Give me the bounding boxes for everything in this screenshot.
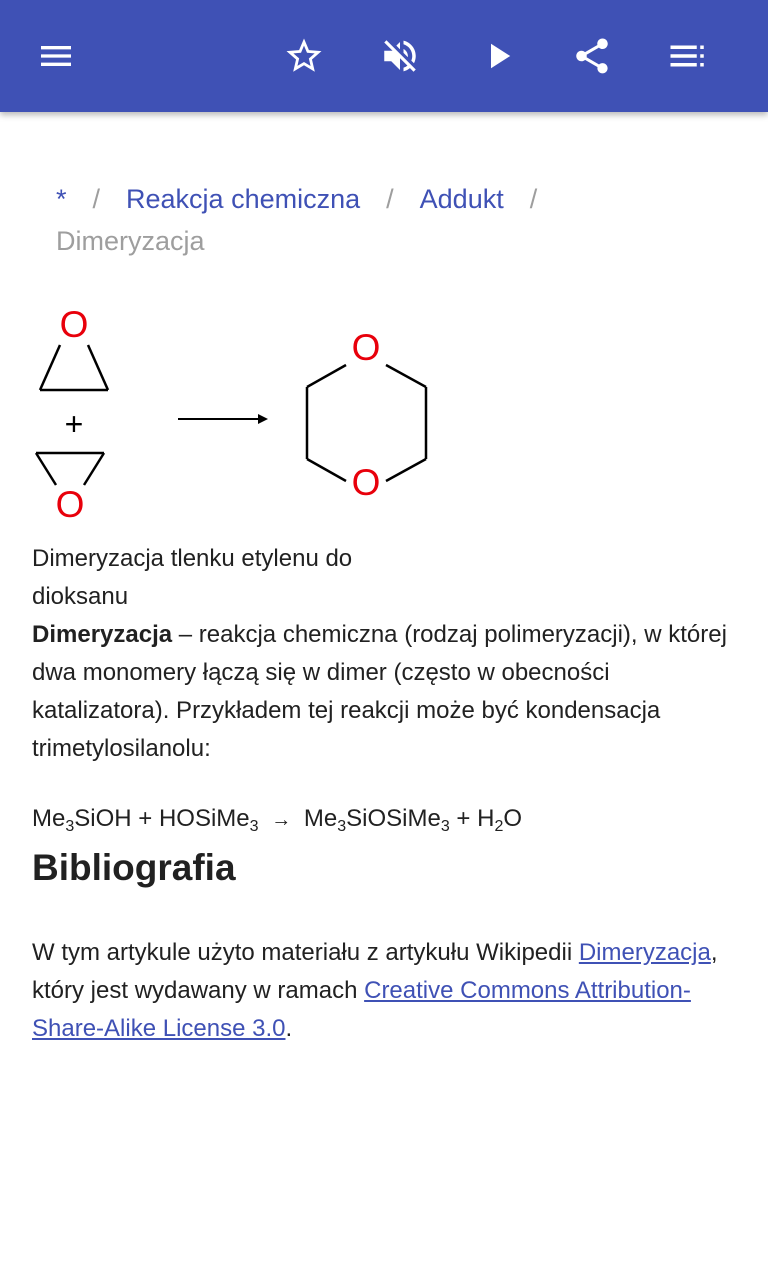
license-text-part: W tym artykule użyto materiału z artykułu Wikipedii xyxy=(32,939,579,966)
eq-subscript: 3 xyxy=(249,818,259,835)
eq-subscript: 3 xyxy=(440,818,450,835)
eq-arrow: → xyxy=(271,809,292,831)
eq-text: Me xyxy=(32,805,66,832)
license-link[interactable]: Creative Commons Attribution-Share-Alike License 3.0 xyxy=(32,977,691,1042)
term-bold: Dimeryzacja xyxy=(32,621,173,648)
mute-button[interactable] xyxy=(372,28,428,84)
breadcrumb-item-addukt[interactable]: Addukt xyxy=(419,184,504,214)
menu-icon xyxy=(36,36,76,76)
contents-button[interactable] xyxy=(660,28,716,84)
license-text xyxy=(32,934,744,1048)
epoxide-bottom xyxy=(36,453,104,485)
share-button[interactable] xyxy=(564,28,620,84)
play-button[interactable] xyxy=(470,28,526,84)
oxygen-atom-label: O xyxy=(55,484,85,525)
epoxide-top xyxy=(40,345,108,390)
eq-text: Me xyxy=(303,805,338,832)
bibliography-heading: Bibliografia xyxy=(32,847,236,888)
app-bar xyxy=(0,0,768,112)
plus-sign: + xyxy=(64,406,84,442)
eq-text: H xyxy=(477,805,495,832)
eq-text: HOSiMe xyxy=(158,805,250,832)
wikipedia-article-link[interactable]: Dimeryzacja xyxy=(578,939,711,966)
breadcrumb-separator: / xyxy=(529,184,538,214)
oxygen-atom-label: O xyxy=(351,327,381,368)
star-outline-icon xyxy=(283,35,325,77)
eq-plus: + xyxy=(131,805,159,832)
eq-text: SiOSiMe xyxy=(346,805,441,832)
oxygen-atom-label: O xyxy=(351,462,381,503)
breadcrumb-current: Dimeryzacja xyxy=(56,226,205,256)
breadcrumb xyxy=(56,178,736,262)
eq-subscript: 3 xyxy=(65,818,75,835)
breadcrumb-item-reakcja[interactable]: Reakcja chemiczna xyxy=(126,184,361,214)
eq-text: SiOH xyxy=(74,805,132,832)
reaction-arrow xyxy=(178,414,268,424)
volume-off-icon xyxy=(379,35,421,77)
eq-subscript: 3 xyxy=(337,818,347,835)
play-icon xyxy=(477,35,519,77)
breadcrumb-item-home[interactable]: * xyxy=(56,184,67,214)
article-paragraph xyxy=(32,616,744,768)
breadcrumb-separator: / xyxy=(92,184,101,214)
paragraph-text: – reakcja chemiczna (rodzaj polimeryzacji), w której dwa monomery łączą się w dimer (często w obecności katalizatora). Przykładem tej reakcji może być kondensacja trimetylosilanolu: xyxy=(32,621,727,762)
chemical-equation xyxy=(32,800,744,839)
eq-text: O xyxy=(503,805,523,832)
license-text-part: . xyxy=(285,1015,293,1042)
eq-plus: + xyxy=(449,805,478,832)
dimerization-reaction-figure xyxy=(20,295,460,530)
figure-caption: Dimeryzacja tlenku etylenu do dioksanu xyxy=(32,545,353,610)
eq-subscript: 2 xyxy=(494,818,504,835)
playlist-icon xyxy=(667,35,709,77)
favorite-button[interactable] xyxy=(276,28,332,84)
menu-button[interactable] xyxy=(28,28,84,84)
license-text-part: , który jest wydawany w ramach xyxy=(32,939,718,1004)
share-icon xyxy=(571,35,613,77)
oxygen-atom-label: O xyxy=(59,304,89,345)
breadcrumb-separator: / xyxy=(386,184,394,214)
